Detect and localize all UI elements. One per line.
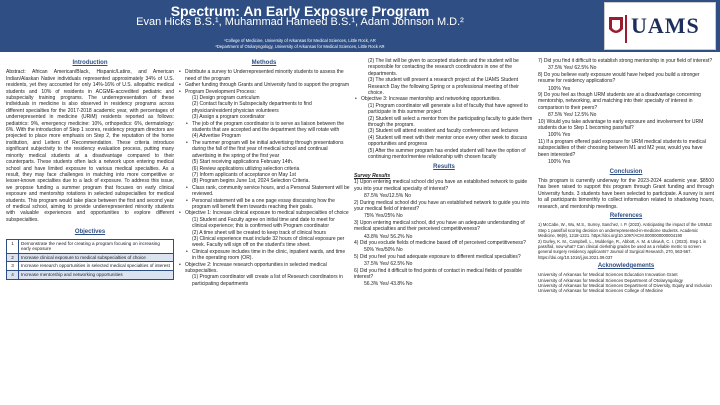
affiliation-2: ²Department of Otolaryngology, University of Arkansas for Medical Sciences, Little Rock AR bbox=[215, 44, 385, 49]
introduction-text: Abstract: African American/Black, Hispanic/Latinx, and American Indian/Alaskan Native individuals represented approximately 34% of U.S. residents, yet they accounted for only 14%-16% of U.S. allopathic medical students and 10% of residents in ACGME-accredited pediatric and subspecialty training programs. The underrepresentation of these individuals in medicine is also observed in residency programs across different specialties for the 2017-2018 academic year, with percentages of underrepresented in medicine (URiM) residents reported as follows: pediatrics: 9%, emergency medicine: 10%, orthopedics: 6%, dermatology: 6%. With the introduction of Step 1 scores, residency program directors are projected to place more emphasis on Step 2, the reputation of the home institution, and Letters of Recommendation. These criteria introduce significant subjectivity to the residency evaluation process, putting many minority medical students at a disadvantage compared to their counterparts. These students often lack a network upon entering medical school and have limited exposure to various medical specialties. As a result, they may face challenges in matching into more competitive or lesser-known specialties due to a lack of exposure. To address this issue, we propose funding a summer program that focuses on early clinical exposure and mentorship rotations in selected subspecialties for medical students. This program would take place between the first and second year of medical school, aiming to provide underrepresented minority students with valuable experiences and opportunities to explore different subspecialties. bbox=[6, 69, 174, 223]
methods-list-continued bbox=[354, 58, 534, 161]
acknowledgement-item: University of Arkansas for Medical Sciences Department of Diversity, Equity and Inclusion bbox=[538, 282, 712, 288]
poster-authors: Evan Hicks B.S.¹, Muhammad Hameed B.S.¹, Adam Johnson M.D.² bbox=[136, 16, 464, 28]
reference-item: 2) Gurley, K. M., Campbell, L., Mulderige, R., Abbott, A. M. & Ukwuh, C. I. (2023). Step 1 is pass/fail, now what? Can clinical clerkship grades be used as a reliable metric to screen general surgery residency applicants? Journal of Surgical Research, 270, 563-567. https://doi.org/10.1016/j.jss.2021.09.037 bbox=[538, 238, 706, 260]
objective-row bbox=[7, 239, 174, 253]
methods-item: • Distribute a survey to Underrepresented minority students to assess the need of the program bbox=[178, 69, 350, 82]
column-2 bbox=[178, 58, 350, 287]
poster-header bbox=[0, 0, 720, 52]
methods-item: • Gather funding through Grants and University fund to support the program bbox=[178, 82, 350, 88]
objective-text: Increase research opportunities in selected medical specialties of interest bbox=[19, 262, 174, 271]
methods-subitem: (2) A time sheet will be created to keep track of clinical hours bbox=[192, 229, 326, 236]
objective-row bbox=[7, 253, 174, 262]
question-text: 6) Did you find it difficult to find points of contact in medical fields of possible interest? bbox=[354, 267, 523, 280]
question-text: 1) Upon entering medical school did you have an established network to guide you into your medical specialty of interest? bbox=[354, 179, 528, 192]
conclusion-text: This program is currently underway for the 2023-2024 academic year. $8500 has been raised to support this program through Grant funding and through University funds. 3 students have been selected to participate. A survey is sent to all participants bimonthly to collect information related to shadowing hours, research, and mentorship meetings. bbox=[538, 177, 714, 210]
answer-text: 43.8% Yes/ 56.2% No bbox=[364, 233, 413, 240]
methods-subitem: (3) Assign a program coordinator bbox=[192, 114, 265, 121]
methods-subitem: (3) Student will attend resident and faculty conferences and lectures bbox=[368, 128, 519, 135]
acknowledgement-item: University of Arkansas for Medical Sciences College of Medicine bbox=[538, 288, 663, 294]
objective-number: 2 bbox=[7, 253, 19, 262]
question-text: 10) Would you take advantage to early exposure and involvement for URM students due to Step 1 becoming pass/fail? bbox=[538, 118, 704, 132]
survey-question bbox=[354, 200, 534, 220]
objective-text: Increase clinical exposure to medical subspecialties of choice bbox=[19, 253, 174, 262]
methods-subitem: • Clinical exposure includes time in the clinic, inpatient wards, and time in the operating room (OR). bbox=[178, 249, 350, 262]
objective-text: Demonstrate the need for creating a program focusing on increasing early exposure bbox=[19, 239, 174, 253]
methods-heading: Methods bbox=[251, 60, 277, 66]
uams-logo-mark-icon bbox=[607, 15, 625, 39]
methods-subitem: • The summer program will be initial advertising through presentations during the fall of the first year of medical school and continual advertising in the spring of the first year bbox=[178, 140, 350, 159]
question-text: 5) Did you feel you had adequate exposure to different medical specialties? bbox=[354, 253, 521, 260]
objectives-heading: Objectives bbox=[74, 229, 106, 236]
answer-text: 100% Yes bbox=[548, 159, 571, 166]
survey-question bbox=[538, 119, 714, 139]
answer-text: 100% Yes bbox=[548, 132, 571, 139]
answer-text: 37.5% Yes/ 62.5% No bbox=[548, 65, 597, 72]
question-text: 3) Upon entering medical school, did you have an adequate understanding of medical specialties and their perceived competitiveness? bbox=[354, 219, 525, 233]
methods-subitem: (2) The list will be given to accepted students and the student will be responsible for contacting the research coordinators in one of the departments. bbox=[368, 58, 519, 77]
objective-number: 3 bbox=[7, 262, 19, 271]
question-text: 9) Do you feel as though URM students are at a disadvantage concerning mentorship, networking, and matching into their specialty of interest in comparison to their peers? bbox=[538, 92, 701, 111]
survey-question bbox=[354, 268, 534, 288]
survey-question bbox=[538, 92, 714, 119]
methods-subitem: • Class rank, community service hours, and a Personal Statement will be reviewed. bbox=[178, 185, 350, 198]
references-heading: References bbox=[609, 212, 643, 219]
answer-text: 100% Yes bbox=[548, 85, 571, 92]
methods-item: • Objective 3: Increase mentorship and networking opportunities. bbox=[354, 96, 534, 102]
survey-question bbox=[354, 220, 534, 240]
column-1 bbox=[6, 58, 174, 280]
poster-title: Spectrum: An Early Exposure Program bbox=[170, 3, 430, 19]
acknowledgement-item: University of Arkansas for Medical Sciences Education Innovation Grant bbox=[538, 272, 678, 278]
column-3 bbox=[354, 58, 534, 288]
methods-item: • Objective 1: Increase clinical exposure to medical subspecialties of choice bbox=[178, 210, 350, 216]
methods-subitem: (3) The student will present a research project at the UAMS Student Research Day the following Spring or a professional meeting of their choice. bbox=[368, 77, 519, 97]
methods-subitem: • The job of the program coordinator is to serve as liaison between the students that are accepted and the department they will rotate with bbox=[178, 121, 350, 134]
methods-subitem: (2) Contact faculty in Subspecialty departments to find physician/resident physician volunteers bbox=[192, 101, 312, 114]
methods-list bbox=[178, 69, 350, 287]
methods-subitem: (1) Student and Faculty agree on initial time and date to meet for clinical experience; this is confirmed with Program coordinator bbox=[192, 216, 335, 230]
methods-subitem: (2) Student will select a mentor from the participating faculty to guide them through the program. bbox=[368, 115, 533, 129]
methods-subitem: (1) Design program curriculum bbox=[192, 95, 260, 102]
methods-subitem: (5) Start receiving applications February 14th. bbox=[192, 159, 294, 166]
logo-text: UAMS bbox=[631, 13, 700, 38]
methods-subitem: (7) Inform applicants of acceptance on May 1st bbox=[192, 171, 296, 178]
column-4 bbox=[538, 58, 714, 294]
methods-subitem: (6) Review applications utilizing selection criteria bbox=[192, 165, 300, 172]
objectives-table bbox=[6, 239, 174, 280]
survey-question bbox=[538, 72, 714, 92]
question-text: 11) If a program offered paid exposure for URM medical students to medical subspecialties of their choosing between M1 and M2 year, would you have been interested? bbox=[538, 138, 706, 158]
survey-results-heading: Survey Results bbox=[354, 172, 391, 179]
acknowledgement-item: University of Arkansas for Medical Sciences Department of Otolaryngology bbox=[538, 277, 683, 283]
answer-text: 37.5% Yes/ 62.5% No bbox=[364, 261, 413, 268]
answer-text: 56.3% Yes/ 43.8% No bbox=[364, 281, 413, 288]
survey-question bbox=[354, 254, 534, 268]
objective-row bbox=[7, 262, 174, 271]
survey-question bbox=[538, 139, 714, 166]
methods-subitem: (4) Advertise Program bbox=[192, 133, 241, 140]
survey-question bbox=[538, 58, 714, 72]
objective-row bbox=[7, 270, 174, 279]
logo-divider bbox=[625, 15, 627, 43]
answer-text: 75% Yes/25% No bbox=[364, 213, 403, 220]
methods-subitem: (5) After the summer program has ended student will have the option of continuing mentor/mentee relationship with chosen faculty bbox=[368, 147, 526, 161]
acknowledgements-heading: Acknowledgements bbox=[597, 262, 655, 269]
answer-text: 87.5% Yes/ 12.5% No bbox=[548, 112, 597, 119]
methods-subitem: (8) Program begins June 1st, 2024 Selection Criteria. bbox=[192, 178, 310, 185]
affiliation-1: ¹College of Medicine, University of Arkansas for Medical Sciences, Little Rock, AR bbox=[224, 38, 376, 43]
methods-item: • Objective 2: Increase research opportunities in selected medical subspecialties. bbox=[178, 262, 350, 275]
uams-logo bbox=[604, 2, 716, 50]
methods-subitem: (1) Program coordinator will create a list of Research coordinators in participating departments bbox=[192, 274, 343, 287]
affiliations bbox=[0, 38, 600, 50]
methods-subitem: • Personal statement will be a one page essay discussing how the program will benefit them towards reaching their goals. bbox=[178, 198, 350, 211]
methods-subitem: (1) Program coordinator will generate a list of faculty that have agreed to participate in this summer project bbox=[368, 102, 529, 116]
question-text: 2) During medical school did you have an established network to guide you into your medical field of interest? bbox=[354, 199, 530, 212]
methods-subitem: (4) Student will meet with their mentor once every other week to discuss opportunities and progress bbox=[368, 134, 528, 148]
introduction-heading: Introduction bbox=[72, 60, 108, 66]
objective-text: Increase mentorship and networking opportunities bbox=[19, 270, 174, 279]
results-heading: Results bbox=[433, 163, 455, 170]
methods-item: • Program Development Process: bbox=[178, 89, 350, 95]
methods-subitem: (3) Clinical experience must include 32 hours of clinical exposure per week. Faculty will sign off on the student's time sheet. bbox=[192, 235, 345, 249]
question-text: 8) Do you believe early exposure would have helped you build a stronger resume for residency applications? bbox=[538, 71, 700, 85]
answer-text: 87.5% Yes/12.5% No bbox=[364, 193, 411, 200]
objective-number: 4 bbox=[7, 270, 19, 279]
conclusion-heading: Conclusion bbox=[609, 168, 643, 175]
question-text: 7) Did you find it difficult to establish strong mentorship in your field of interest? bbox=[538, 58, 713, 64]
survey-question bbox=[354, 240, 534, 254]
question-text: 4) Did you exclude fields of medicine based off of perceived competitiveness? bbox=[354, 239, 526, 246]
survey-question bbox=[354, 179, 534, 199]
answer-text: 50% Yes/50% No bbox=[364, 247, 403, 254]
reference-item: 1) McCabe, W., Wu, M.S., Surrey, Sanchez, I. P. (2023). Anticipating the impact of the USMLE Step 1 pass/fail scoring decision on underrepresented-in-medicine students. Academic Medicine, 96(9), 1218-1221. https://doi.org/10.1097/ACM.0000000000004190 bbox=[538, 222, 713, 238]
objective-number: 1 bbox=[7, 239, 19, 253]
